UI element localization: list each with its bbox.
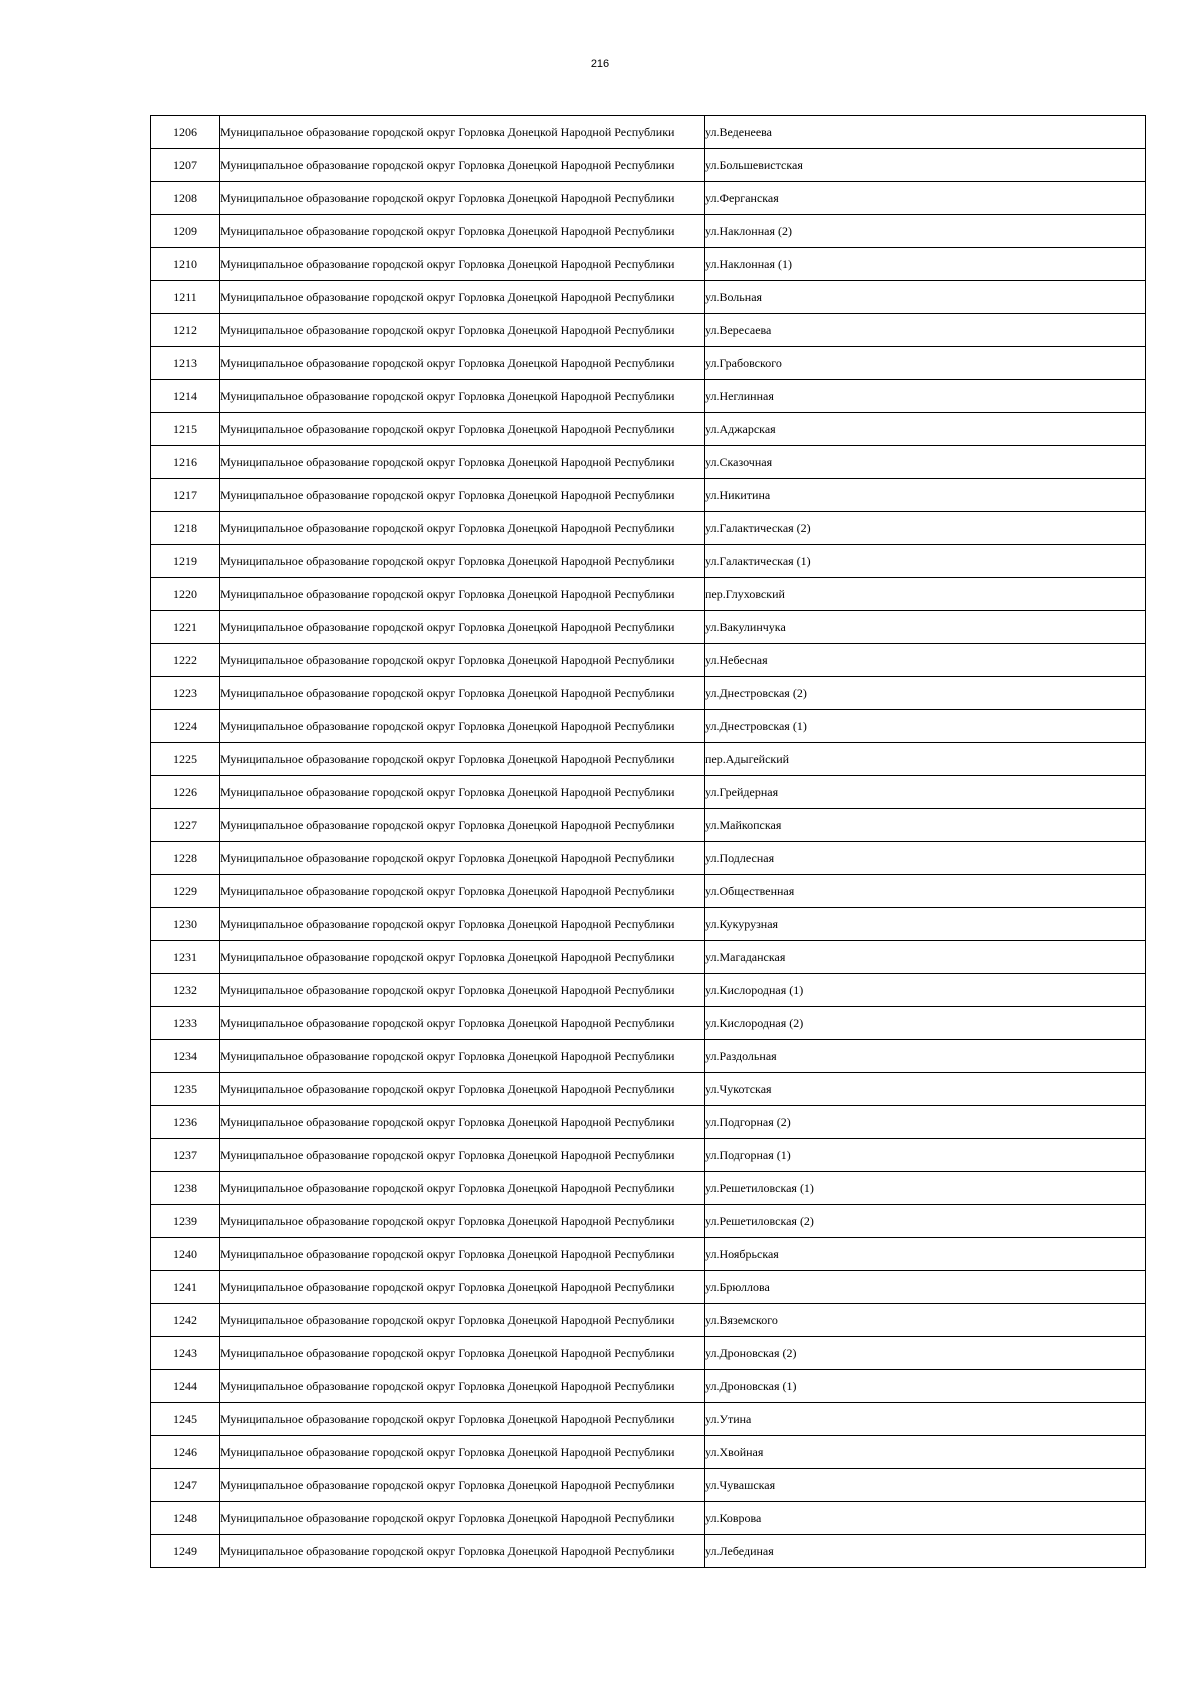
municipality-cell: Муниципальное образование городской округ Горловка Донецкой Народной Республики (220, 611, 705, 644)
table-row (151, 1370, 1146, 1403)
municipality-cell: Муниципальное образование городской округ Горловка Донецкой Народной Республики (220, 710, 705, 743)
municipality-cell: Муниципальное образование городской округ Горловка Донецкой Народной Республики (220, 1370, 705, 1403)
table-row (151, 875, 1146, 908)
row-number-cell: 1235 (151, 1073, 220, 1106)
municipality-cell: Муниципальное образование городской округ Горловка Донецкой Народной Республики (220, 1073, 705, 1106)
street-name-cell: ул.Неглинная (705, 380, 1146, 413)
street-name-cell: ул.Наклонная (1) (705, 248, 1146, 281)
municipality-cell: Муниципальное образование городской округ Горловка Донецкой Народной Республики (220, 1007, 705, 1040)
street-name-cell: ул.Подгорная (2) (705, 1106, 1146, 1139)
street-name-cell: ул.Днестровская (2) (705, 677, 1146, 710)
row-number-cell: 1221 (151, 611, 220, 644)
table-row (151, 281, 1146, 314)
municipality-cell: Муниципальное образование городской округ Горловка Донецкой Народной Республики (220, 908, 705, 941)
table-row (151, 413, 1146, 446)
table-row (151, 842, 1146, 875)
table-row (151, 1040, 1146, 1073)
municipality-cell: Муниципальное образование городской округ Горловка Донецкой Народной Республики (220, 1205, 705, 1238)
municipality-cell: Муниципальное образование городской округ Горловка Донецкой Народной Республики (220, 380, 705, 413)
table-row (151, 479, 1146, 512)
table-row (151, 1502, 1146, 1535)
table-row (151, 941, 1146, 974)
street-name-cell: ул.Брюллова (705, 1271, 1146, 1304)
row-number-cell: 1246 (151, 1436, 220, 1469)
street-name-cell: ул.Утина (705, 1403, 1146, 1436)
table-row (151, 215, 1146, 248)
municipality-cell: Муниципальное образование городской округ Горловка Донецкой Народной Республики (220, 512, 705, 545)
municipality-cell: Муниципальное образование городской округ Горловка Донецкой Народной Республики (220, 743, 705, 776)
municipality-cell: Муниципальное образование городской округ Горловка Донецкой Народной Республики (220, 644, 705, 677)
row-number-cell: 1212 (151, 314, 220, 347)
municipality-cell: Муниципальное образование городской округ Горловка Донецкой Народной Республики (220, 809, 705, 842)
row-number-cell: 1219 (151, 545, 220, 578)
municipality-cell: Муниципальное образование городской округ Горловка Донецкой Народной Республики (220, 446, 705, 479)
table-row (151, 446, 1146, 479)
street-name-cell: ул.Наклонная (2) (705, 215, 1146, 248)
row-number-cell: 1229 (151, 875, 220, 908)
page-number: 216 (590, 58, 610, 70)
municipality-cell: Муниципальное образование городской округ Горловка Донецкой Народной Республики (220, 1040, 705, 1073)
street-name-cell: ул.Ноябрьская (705, 1238, 1146, 1271)
street-name-cell: ул.Подлесная (705, 842, 1146, 875)
row-number-cell: 1239 (151, 1205, 220, 1238)
street-name-cell: ул.Вяземского (705, 1304, 1146, 1337)
table-row (151, 809, 1146, 842)
table-row (151, 644, 1146, 677)
row-number-cell: 1233 (151, 1007, 220, 1040)
row-number-cell: 1241 (151, 1271, 220, 1304)
municipality-cell: Муниципальное образование городской округ Горловка Донецкой Народной Республики (220, 1436, 705, 1469)
street-name-cell: ул.Решетиловская (1) (705, 1172, 1146, 1205)
municipality-cell: Муниципальное образование городской округ Горловка Донецкой Народной Республики (220, 116, 705, 149)
municipality-cell: Муниципальное образование городской округ Горловка Донецкой Народной Республики (220, 1403, 705, 1436)
table-row (151, 1436, 1146, 1469)
table-row (151, 545, 1146, 578)
register-table-body (151, 116, 1146, 1568)
row-number-cell: 1247 (151, 1469, 220, 1502)
row-number-cell: 1226 (151, 776, 220, 809)
municipality-cell: Муниципальное образование городской округ Горловка Донецкой Народной Республики (220, 1238, 705, 1271)
row-number-cell: 1249 (151, 1535, 220, 1568)
row-number-cell: 1240 (151, 1238, 220, 1271)
table-row (151, 182, 1146, 215)
street-name-cell: ул.Никитина (705, 479, 1146, 512)
row-number-cell: 1232 (151, 974, 220, 1007)
row-number-cell: 1248 (151, 1502, 220, 1535)
row-number-cell: 1220 (151, 578, 220, 611)
row-number-cell: 1228 (151, 842, 220, 875)
row-number-cell: 1223 (151, 677, 220, 710)
street-name-cell: ул.Большевистская (705, 149, 1146, 182)
row-number-cell: 1225 (151, 743, 220, 776)
register-table (150, 115, 1146, 1568)
row-number-cell: 1214 (151, 380, 220, 413)
row-number-cell: 1206 (151, 116, 220, 149)
street-name-cell: ул.Вольная (705, 281, 1146, 314)
municipality-cell: Муниципальное образование городской округ Горловка Донецкой Народной Республики (220, 1172, 705, 1205)
row-number-cell: 1242 (151, 1304, 220, 1337)
row-number-cell: 1245 (151, 1403, 220, 1436)
table-row (151, 743, 1146, 776)
street-name-cell: ул.Хвойная (705, 1436, 1146, 1469)
table-row (151, 380, 1146, 413)
table-row (151, 1238, 1146, 1271)
table-row (151, 1139, 1146, 1172)
row-number-cell: 1231 (151, 941, 220, 974)
row-number-cell: 1243 (151, 1337, 220, 1370)
row-number-cell: 1207 (151, 149, 220, 182)
row-number-cell: 1227 (151, 809, 220, 842)
street-name-cell: ул.Днестровская (1) (705, 710, 1146, 743)
street-name-cell: ул.Дроновская (2) (705, 1337, 1146, 1370)
row-number-cell: 1224 (151, 710, 220, 743)
table-row (151, 512, 1146, 545)
table-row (151, 1073, 1146, 1106)
municipality-cell: Муниципальное образование городской округ Горловка Донецкой Народной Республики (220, 1304, 705, 1337)
municipality-cell: Муниципальное образование городской округ Горловка Донецкой Народной Республики (220, 1535, 705, 1568)
table-row (151, 347, 1146, 380)
street-name-cell: ул.Ферганская (705, 182, 1146, 215)
row-number-cell: 1244 (151, 1370, 220, 1403)
row-number-cell: 1238 (151, 1172, 220, 1205)
table-row (151, 314, 1146, 347)
street-name-cell: ул.Решетиловская (2) (705, 1205, 1146, 1238)
street-name-cell: ул.Общественная (705, 875, 1146, 908)
municipality-cell: Муниципальное образование городской округ Горловка Донецкой Народной Республики (220, 842, 705, 875)
table-row (151, 776, 1146, 809)
municipality-cell: Муниципальное образование городской округ Горловка Донецкой Народной Республики (220, 479, 705, 512)
municipality-cell: Муниципальное образование городской округ Горловка Донецкой Народной Республики (220, 1139, 705, 1172)
street-name-cell: ул.Вакулинчука (705, 611, 1146, 644)
row-number-cell: 1210 (151, 248, 220, 281)
municipality-cell: Муниципальное образование городской округ Горловка Донецкой Народной Республики (220, 149, 705, 182)
municipality-cell: Муниципальное образование городской округ Горловка Донецкой Народной Республики (220, 776, 705, 809)
street-name-cell: ул.Грабовского (705, 347, 1146, 380)
table-row (151, 1469, 1146, 1502)
street-name-cell: ул.Дроновская (1) (705, 1370, 1146, 1403)
municipality-cell: Муниципальное образование городской округ Горловка Донецкой Народной Республики (220, 413, 705, 446)
table-row (151, 149, 1146, 182)
row-number-cell: 1209 (151, 215, 220, 248)
table-row (151, 611, 1146, 644)
street-name-cell: ул.Вересаева (705, 314, 1146, 347)
row-number-cell: 1230 (151, 908, 220, 941)
table-row (151, 1535, 1146, 1568)
street-name-cell: ул.Аджарская (705, 413, 1146, 446)
municipality-cell: Муниципальное образование городской округ Горловка Донецкой Народной Республики (220, 1502, 705, 1535)
table-row (151, 677, 1146, 710)
table-row (151, 1007, 1146, 1040)
municipality-cell: Муниципальное образование городской округ Горловка Донецкой Народной Республики (220, 1106, 705, 1139)
row-number-cell: 1215 (151, 413, 220, 446)
table-row (151, 248, 1146, 281)
row-number-cell: 1211 (151, 281, 220, 314)
table-row (151, 974, 1146, 1007)
street-name-cell: ул.Веденеева (705, 116, 1146, 149)
table-row (151, 1271, 1146, 1304)
municipality-cell: Муниципальное образование городской округ Горловка Донецкой Народной Республики (220, 314, 705, 347)
table-row (151, 578, 1146, 611)
table-row (151, 1172, 1146, 1205)
table-row (151, 1304, 1146, 1337)
municipality-cell: Муниципальное образование городской округ Горловка Донецкой Народной Республики (220, 941, 705, 974)
row-number-cell: 1217 (151, 479, 220, 512)
table-row (151, 1106, 1146, 1139)
table-row (151, 1205, 1146, 1238)
street-name-cell: ул.Майкопская (705, 809, 1146, 842)
municipality-cell: Муниципальное образование городской округ Горловка Донецкой Народной Республики (220, 1469, 705, 1502)
row-number-cell: 1234 (151, 1040, 220, 1073)
street-name-cell: ул.Сказочная (705, 446, 1146, 479)
municipality-cell: Муниципальное образование городской округ Горловка Донецкой Народной Республики (220, 248, 705, 281)
street-name-cell: ул.Раздольная (705, 1040, 1146, 1073)
street-name-cell: ул.Чукотская (705, 1073, 1146, 1106)
municipality-cell: Муниципальное образование городской округ Горловка Донецкой Народной Республики (220, 1271, 705, 1304)
municipality-cell: Муниципальное образование городской округ Горловка Донецкой Народной Республики (220, 347, 705, 380)
row-number-cell: 1216 (151, 446, 220, 479)
street-name-cell: ул.Небесная (705, 644, 1146, 677)
table-row (151, 908, 1146, 941)
municipality-cell: Муниципальное образование городской округ Горловка Донецкой Народной Республики (220, 1337, 705, 1370)
street-name-cell: ул.Кукурузная (705, 908, 1146, 941)
municipality-cell: Муниципальное образование городской округ Горловка Донецкой Народной Республики (220, 545, 705, 578)
row-number-cell: 1218 (151, 512, 220, 545)
street-name-cell: ул.Чувашская (705, 1469, 1146, 1502)
municipality-cell: Муниципальное образование городской округ Горловка Донецкой Народной Республики (220, 578, 705, 611)
street-name-cell: ул.Галактическая (1) (705, 545, 1146, 578)
street-name-cell: ул.Кислородная (1) (705, 974, 1146, 1007)
street-name-cell: ул.Магаданская (705, 941, 1146, 974)
row-number-cell: 1237 (151, 1139, 220, 1172)
municipality-cell: Муниципальное образование городской округ Горловка Донецкой Народной Республики (220, 677, 705, 710)
table-row (151, 116, 1146, 149)
row-number-cell: 1222 (151, 644, 220, 677)
street-name-cell: пер.Адыгейский (705, 743, 1146, 776)
row-number-cell: 1213 (151, 347, 220, 380)
street-name-cell: ул.Лебединая (705, 1535, 1146, 1568)
table-row (151, 1403, 1146, 1436)
street-name-cell: пер.Глуховский (705, 578, 1146, 611)
table-row (151, 710, 1146, 743)
municipality-cell: Муниципальное образование городской округ Горловка Донецкой Народной Республики (220, 215, 705, 248)
municipality-cell: Муниципальное образование городской округ Горловка Донецкой Народной Республики (220, 182, 705, 215)
row-number-cell: 1236 (151, 1106, 220, 1139)
street-name-cell: ул.Кислородная (2) (705, 1007, 1146, 1040)
street-name-cell: ул.Галактическая (2) (705, 512, 1146, 545)
municipality-cell: Муниципальное образование городской округ Горловка Донецкой Народной Республики (220, 875, 705, 908)
municipality-cell: Муниципальное образование городской округ Горловка Донецкой Народной Республики (220, 281, 705, 314)
row-number-cell: 1208 (151, 182, 220, 215)
street-name-cell: ул.Подгорная (1) (705, 1139, 1146, 1172)
table-row (151, 1337, 1146, 1370)
street-name-cell: ул.Грейдерная (705, 776, 1146, 809)
municipality-cell: Муниципальное образование городской округ Горловка Донецкой Народной Республики (220, 974, 705, 1007)
street-name-cell: ул.Коврова (705, 1502, 1146, 1535)
